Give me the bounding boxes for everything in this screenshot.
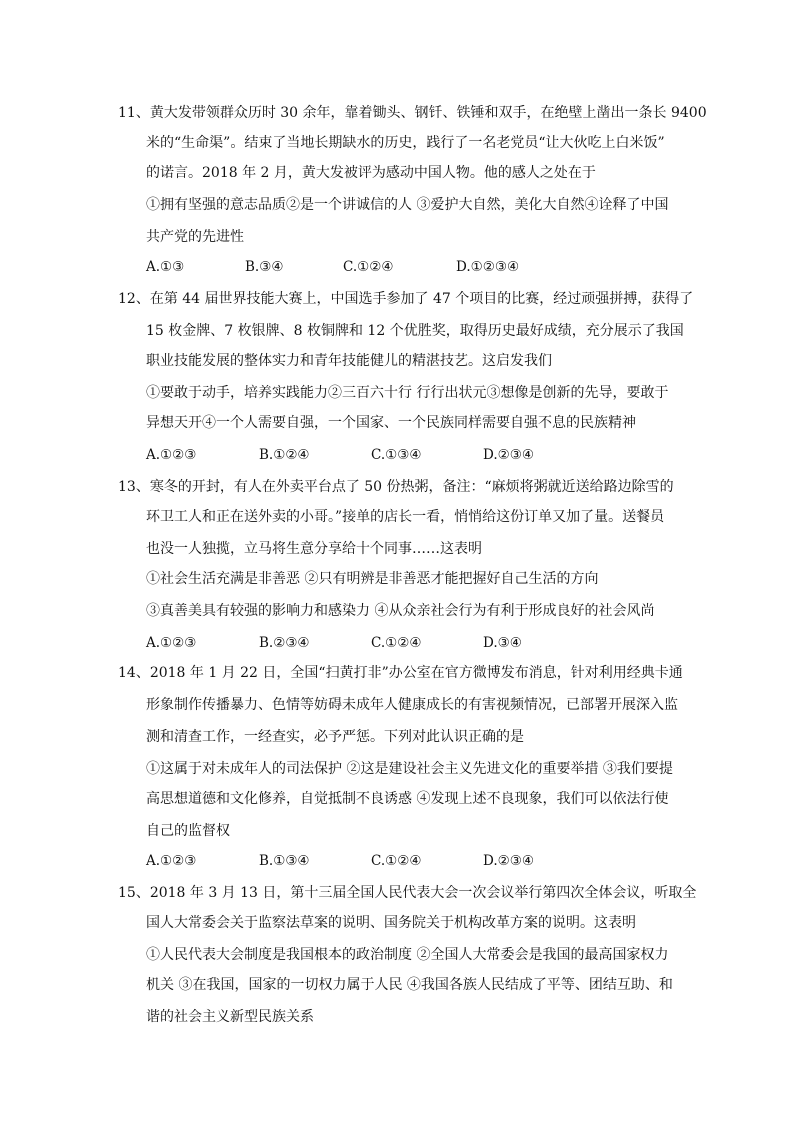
question-14-stem-line-3: 测和清查工作，一经查实，必予严惩。下列对此认识正确的是 xyxy=(146,729,524,745)
question-12-stem-line-1: 12、在第 44 届世界技能大赛上，中国选手参加了 47 个项目的比赛，经过顽强拼搏，获得了 xyxy=(118,291,694,307)
question-13-option-b: B.②③④ xyxy=(259,635,310,651)
question-12-statement-line-2: 异想天开④一个人需要自强，一个国家、一个民族同样需要自强不息的民族精神 xyxy=(146,415,636,431)
question-11-statement-line-2: 共产党的先进性 xyxy=(146,229,244,245)
question-11-stem-line-3: 的诺言。2018 年 2 月，黄大发被评为感动中国人物。他的感人之处在于 xyxy=(146,165,596,181)
question-14-stem-line-2: 形象制作传播暴力、色情等妨碍未成年人健康成长的有害视频情况，已部署开展深入监 xyxy=(146,697,678,713)
question-15-statement-line-1: ①人民代表大会制度是我国根本的政治制度 ②全国人大常委会是我国的最高国家权力 xyxy=(146,947,669,963)
question-15-stem-line-1: 15、2018 年 3 月 13 日，第十三届全国人民代表大会一次会议举行第四次全体会议，听取全 xyxy=(118,885,697,901)
question-11-stem-line-2: 米的“生命渠”。结束了当地长期缺水的历史，践行了一名老党员“让大伙吃上白米饭” xyxy=(146,135,665,151)
question-14-option-d: D.②③④ xyxy=(483,853,534,869)
question-12-statement-line-1: ①要敢于动手，培养实践能力②三百六十行 行行出状元③想像是创新的先导，要敢于 xyxy=(146,385,669,401)
question-12-stem-line-2: 15 枚金牌、7 枚银牌、8 枚铜牌和 12 个优胜奖，取得历史最好成绩，充分展示了我国 xyxy=(146,323,684,339)
question-15-stem-line-2: 国人大常委会关于监察法草案的说明、国务院关于机构改革方案的说明。这表明 xyxy=(146,915,636,931)
question-11-option-a: A.①③ xyxy=(146,259,185,275)
question-13-statement-line-1: ①社会生活充满是非善恶 ②只有明辨是非善恶才能把握好自己生活的方向 xyxy=(146,571,599,587)
question-13-stem-line-1: 13、寒冬的开封，有人在外卖平台点了 50 份热粥，备注：“麻烦将粥就近送给路边除雪的 xyxy=(118,479,674,495)
question-11-option-c: C.①②④ xyxy=(343,259,394,275)
question-14-option-c: C.①②④ xyxy=(371,853,422,869)
question-14-option-b: B.①③④ xyxy=(259,853,310,869)
question-11-option-b: B.③④ xyxy=(245,259,284,275)
question-12-option-c: C.①③④ xyxy=(371,447,422,463)
question-13-option-c: C.①②④ xyxy=(371,635,422,651)
question-15-statement-line-2: 机关 ③在我国，国家的一切权力属于人民 ④我国各族人民结成了平等、团结互助、和 xyxy=(146,977,673,993)
question-14-statement-line-3: 自己的监督权 xyxy=(146,823,230,839)
question-13-statement-line-2: ③真善美具有较强的影响力和感染力 ④从众亲社会行为有利于形成良好的社会风尚 xyxy=(146,603,655,619)
question-12-option-b: B.①②④ xyxy=(259,447,310,463)
question-13-stem-line-2: 环卫工人和正在送外卖的小哥。”接单的店长一看，悄悄给这份订单又加了量。送餐员 xyxy=(146,509,665,525)
question-14-stem-line-1: 14、2018 年 1 月 22 日，全国“扫黄打非”办公室在官方微博发布消息，针对利用经典卡通 xyxy=(118,665,683,681)
question-13-option-a: A.①②③ xyxy=(146,635,197,651)
question-11-option-d: D.①②③④ xyxy=(456,259,520,275)
question-14-option-a: A.①②③ xyxy=(146,853,197,869)
question-12-option-a: A.①②③ xyxy=(146,447,197,463)
question-13-stem-line-3: 也没一人独揽，立马将生意分享给十个同事……这表明 xyxy=(146,541,482,557)
question-14-statement-line-2: 高思想道德和文化修养，自觉抵制不良诱惑 ④发现上述不良现象，我们可以依法行使 xyxy=(146,791,669,807)
question-14-statement-line-1: ①这属于对未成年人的司法保护 ②这是建设社会主义先进文化的重要举措 ③我们要提 xyxy=(146,761,673,777)
question-12-stem-line-3: 职业技能发展的整体实力和青年技能健儿的精湛技艺。这启发我们 xyxy=(146,353,552,369)
question-11-statement-line-1: ①拥有坚强的意志品质②是一个讲诚信的人 ③爱护大自然，美化大自然④诠释了中国 xyxy=(146,197,669,213)
question-15-statement-line-3: 谐的社会主义新型民族关系 xyxy=(146,1009,314,1025)
question-12-option-d: D.②③④ xyxy=(483,447,534,463)
question-11-stem-line-1: 11、黄大发带领群众历时 30 余年，靠着锄头、钢钎、铁锤和双手，在绝壁上凿出一条长 9400 xyxy=(118,105,707,121)
question-13-option-d: D.③④ xyxy=(483,635,522,651)
